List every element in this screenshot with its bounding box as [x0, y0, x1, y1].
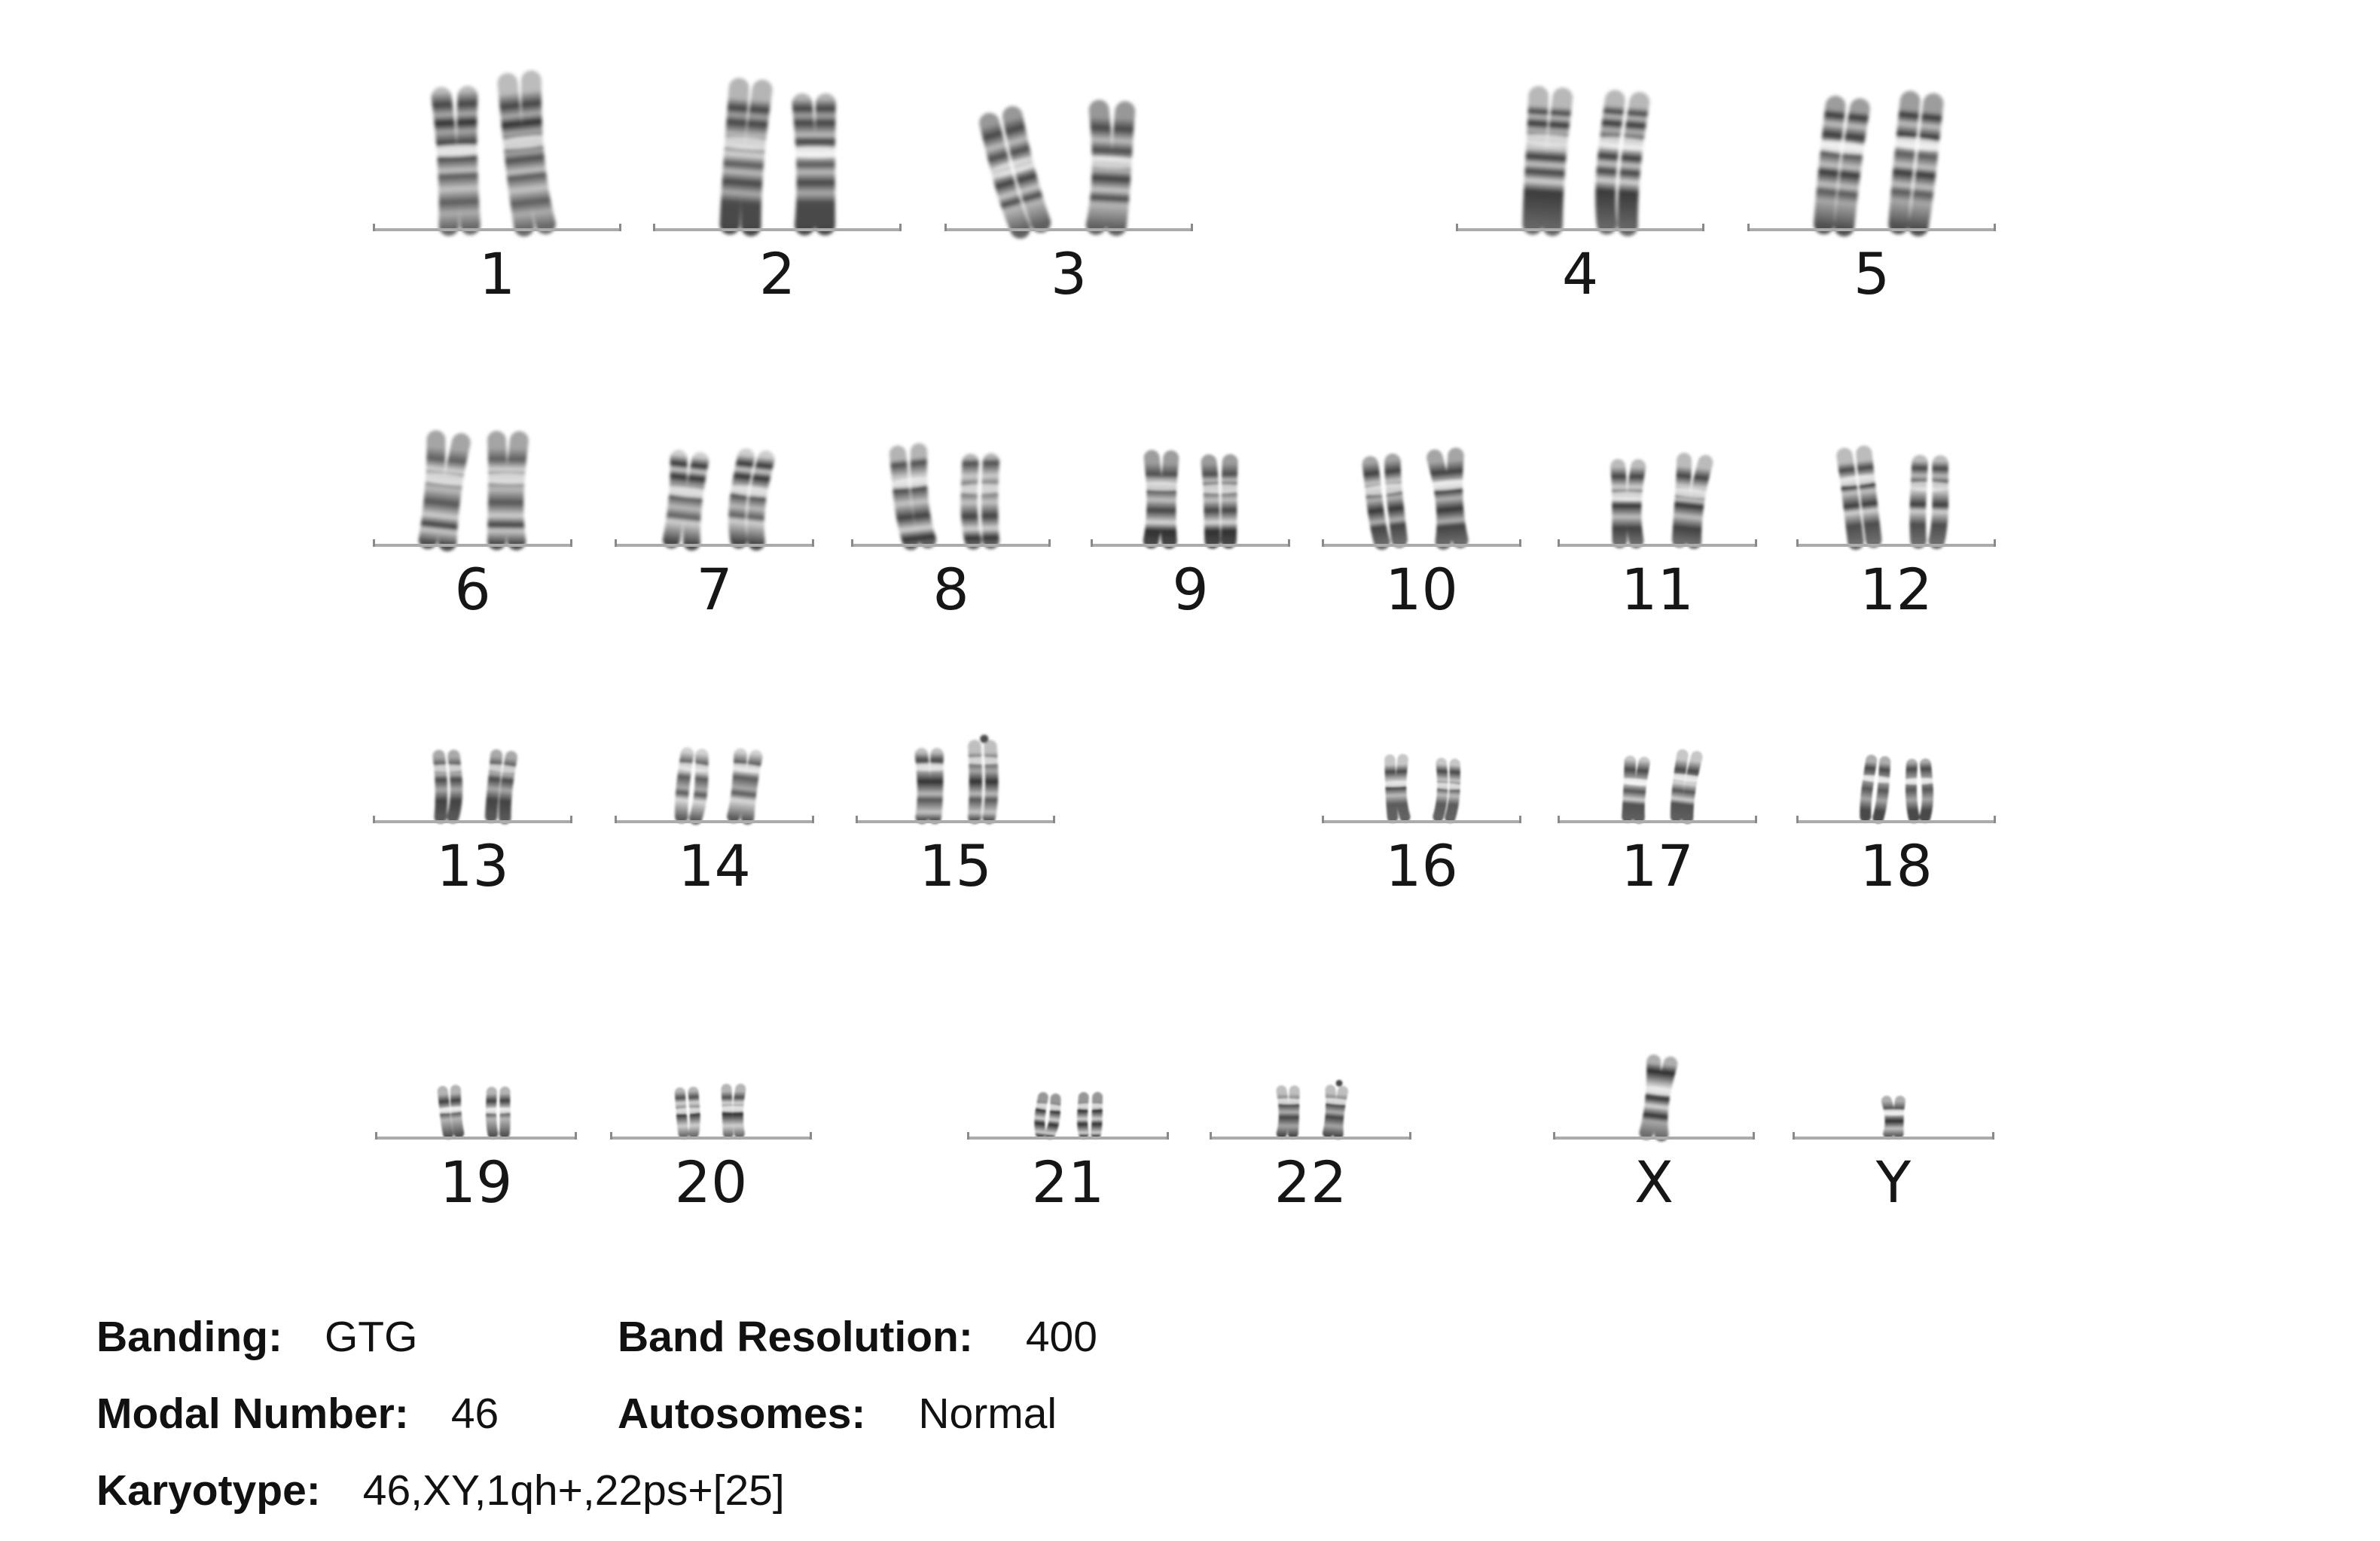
chromosome-group-16 — [1322, 748, 1521, 898]
chromosome-label-1: 1 — [478, 240, 516, 307]
chromosome-label-Y: Y — [1875, 1149, 1912, 1216]
report-line-3 — [96, 1466, 785, 1515]
chromosome-label-X: X — [1634, 1149, 1674, 1216]
baseline-4 — [1456, 228, 1704, 231]
chromosome-group-1 — [373, 75, 621, 306]
chromosome-label-15: 15 — [919, 832, 992, 899]
baseline-14 — [615, 820, 814, 823]
baseline-17 — [1558, 820, 1757, 823]
banding-value: GTG — [324, 1313, 418, 1361]
band-resolution-label: Band Resolution: — [618, 1313, 973, 1361]
chromosome-group-17 — [1558, 743, 1757, 898]
chromosome-group-6 — [373, 432, 572, 621]
baseline-13 — [373, 820, 572, 823]
report-line-2 — [96, 1389, 1057, 1439]
baseline-16 — [1322, 820, 1521, 823]
baseline-11 — [1558, 544, 1757, 547]
baseline-19 — [375, 1137, 577, 1140]
chromosome-group-9 — [1091, 447, 1290, 621]
baseline-8 — [851, 544, 1051, 547]
baseline-18 — [1796, 820, 1996, 823]
baseline-15 — [856, 820, 1055, 823]
autosomes-value: Normal — [918, 1390, 1057, 1438]
chromosome-group-Y — [1793, 1085, 1994, 1214]
baseline-22 — [1210, 1137, 1411, 1140]
karyotype-value: 46,XY,1qh+,22ps+[25] — [362, 1466, 785, 1515]
chromosome-label-12: 12 — [1860, 556, 1933, 623]
chromosome-label-5: 5 — [1853, 240, 1890, 307]
chromosome-group-12 — [1796, 444, 1996, 621]
chromosome-group-22 — [1210, 1077, 1411, 1214]
chromosome-group-13 — [373, 740, 572, 898]
baseline-20 — [610, 1137, 812, 1140]
report-line-1 — [96, 1312, 1097, 1362]
chromosome-label-13: 13 — [436, 832, 509, 899]
baseline-12 — [1796, 544, 1996, 547]
chromosome-label-16: 16 — [1385, 832, 1458, 899]
chromosome-group-7 — [615, 439, 814, 621]
baseline-9 — [1091, 544, 1290, 547]
chromosome-label-17: 17 — [1621, 832, 1694, 899]
autosomes-label: Autosomes: — [618, 1390, 866, 1438]
chromosome-label-8: 8 — [932, 556, 969, 623]
baseline-X — [1553, 1137, 1755, 1140]
baseline-2 — [653, 228, 902, 231]
baseline-7 — [615, 544, 814, 547]
chromosome-label-21: 21 — [1031, 1149, 1105, 1216]
chromosome-label-22: 22 — [1274, 1149, 1347, 1216]
baseline-Y — [1793, 1137, 1994, 1140]
modal-number-value: 46 — [450, 1390, 499, 1438]
chromosome-group-10 — [1322, 444, 1521, 621]
chromosome-label-14: 14 — [678, 832, 751, 899]
chromosome-group-21 — [967, 1085, 1169, 1214]
banding-label: Banding: — [96, 1313, 282, 1361]
karyotype-label: Karyotype: — [96, 1466, 321, 1515]
chromosome-label-7: 7 — [696, 556, 733, 623]
chromosome-group-3 — [944, 101, 1193, 306]
modal-number-label: Modal Number: — [96, 1390, 409, 1438]
baseline-1 — [373, 228, 621, 231]
chromosome-group-15 — [856, 736, 1055, 898]
band-resolution-value: 400 — [1025, 1313, 1097, 1361]
chromosome-label-11: 11 — [1621, 556, 1694, 623]
chromosome-label-20: 20 — [674, 1149, 748, 1216]
chromosome-label-9: 9 — [1172, 556, 1209, 623]
chromosome-group-2 — [653, 82, 902, 306]
baseline-3 — [944, 228, 1193, 231]
chromosome-group-14 — [615, 736, 814, 898]
baseline-6 — [373, 544, 572, 547]
chromosome-group-8 — [851, 441, 1051, 621]
chromosome-label-19: 19 — [439, 1149, 513, 1216]
chromosome-label-3: 3 — [1050, 240, 1088, 307]
chromosome-label-18: 18 — [1860, 832, 1933, 899]
chromosome-label-2: 2 — [758, 240, 796, 307]
chromosome-label-6: 6 — [454, 556, 491, 623]
chromosome-label-4: 4 — [1561, 240, 1599, 307]
chromosome-group-18 — [1796, 746, 1996, 898]
chromosome-group-4 — [1456, 90, 1704, 306]
baseline-21 — [967, 1137, 1169, 1140]
chromosome-group-11 — [1558, 450, 1757, 621]
chromosome-group-19 — [375, 1077, 577, 1214]
baseline-10 — [1322, 544, 1521, 547]
chromosome-group-5 — [1747, 93, 1996, 306]
chromosome-group-X — [1553, 1047, 1755, 1214]
baseline-5 — [1747, 228, 1996, 231]
chromosome-label-10: 10 — [1385, 556, 1458, 623]
chromosome-group-20 — [610, 1075, 812, 1214]
